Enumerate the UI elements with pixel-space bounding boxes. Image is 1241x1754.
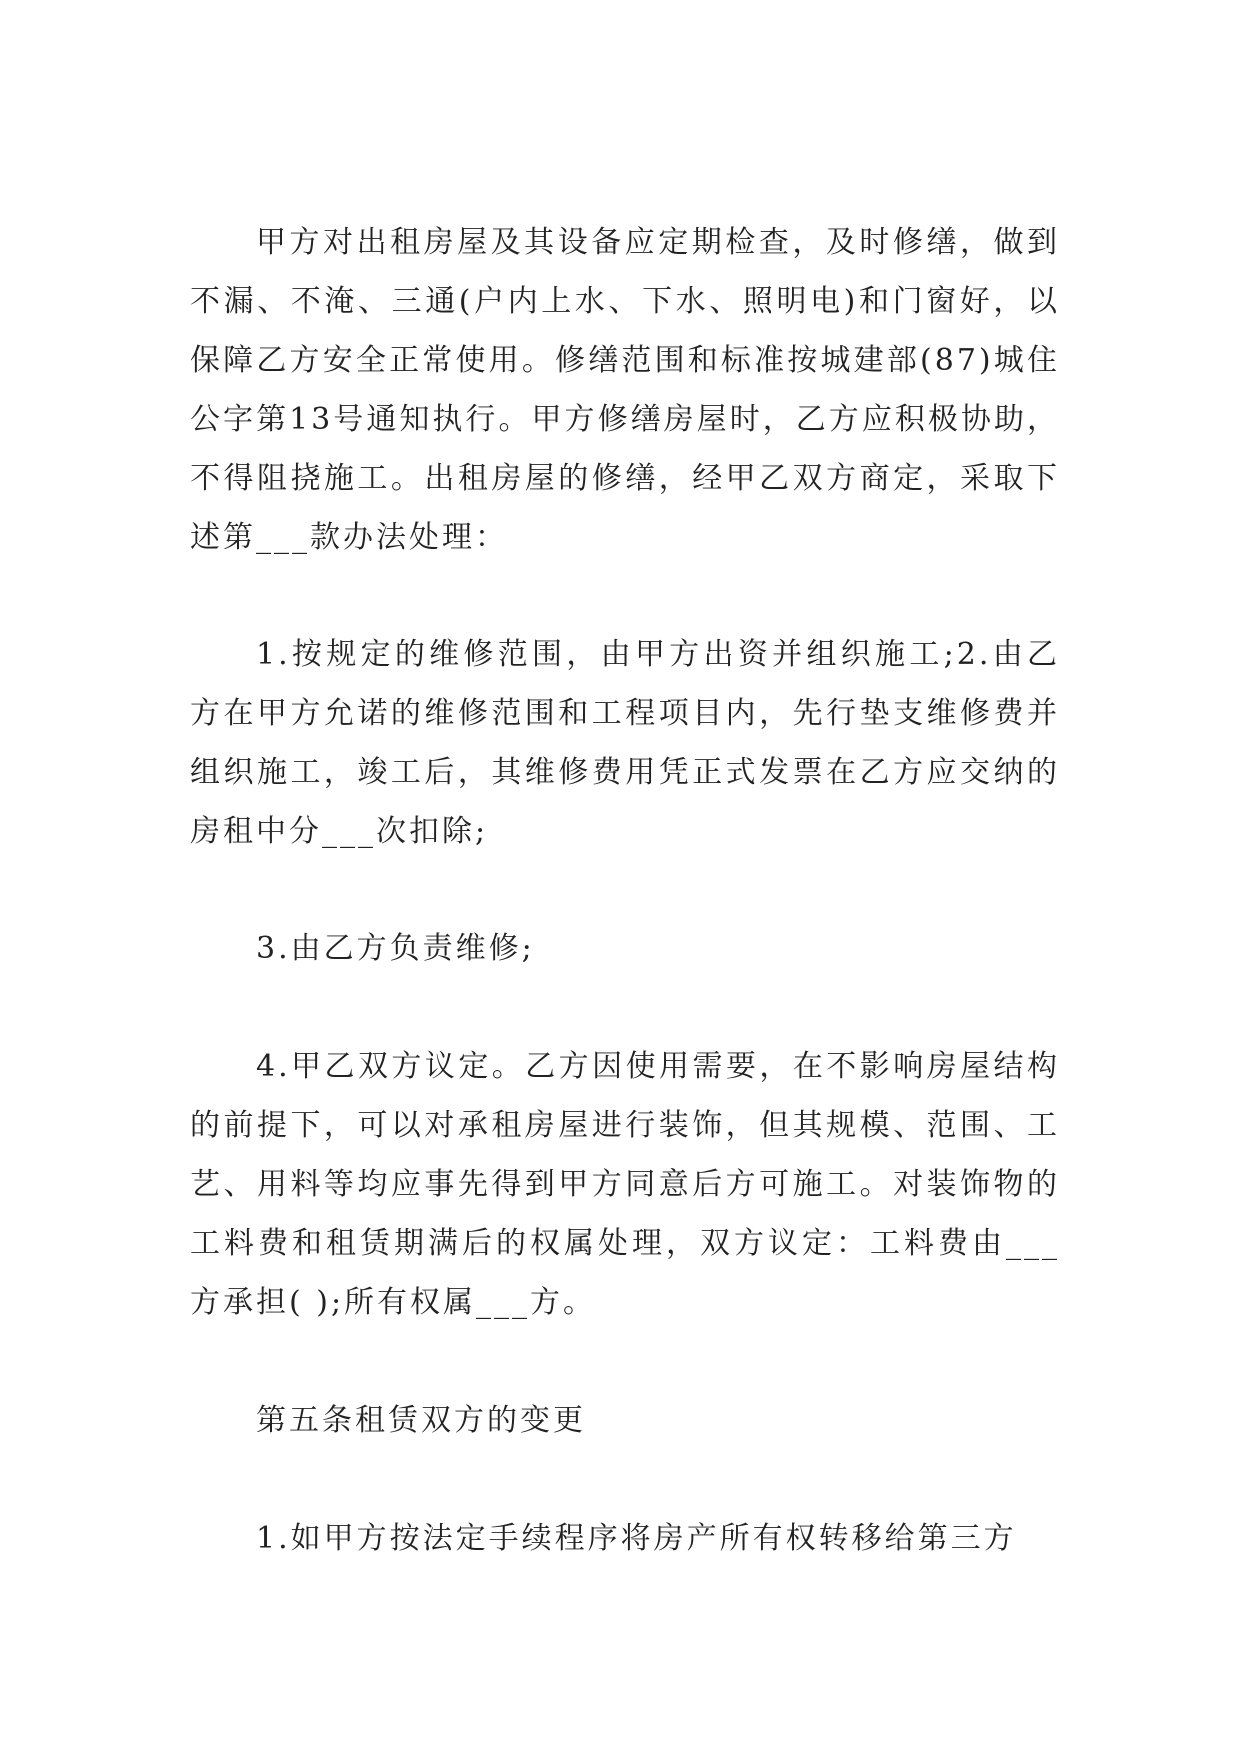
paragraph-repair-option-3: 3.由乙方负责维修;: [256, 931, 535, 966]
section-heading-article-5: 第五条租赁双方的变更: [256, 1403, 586, 1438]
paragraph-repair-obligations: 甲方对出租房屋及其设备应定期检查，及时修缮，做到不漏、不淹、三通(户内上水、下水、照明电)和门窗好，以保障乙方安全正常使用。修缮范围和标准按城建部(87)城住公字第13号通知执行。甲方修缮房屋时，乙方应积极协助，不得阻挠施工。出租房屋的修缮，经甲乙双方商定，采取下述第___款办法处理：: [190, 225, 1060, 555]
paragraph-repair-option-1-2: 1.按规定的维修范围，由甲方出资并组织施工;2.由乙方在甲方允诺的维修范围和工程项目内，先行垫支维修费并组织施工，竣工后，其维修费用凭正式发票在乙方应交纳的房租中分___次扣除;: [190, 637, 1060, 849]
paragraph-article-5-item-1: 1.如甲方按法定手续程序将房产所有权转移给第三方: [256, 1521, 1017, 1556]
paragraph-repair-option-4: 4.甲乙双方议定。乙方因使用需要，在不影响房屋结构的前提下，可以对承租房屋进行装饰，但其规模、范围、工艺、用料等均应事先得到甲方同意后方可施工。对装饰物的工料费和租赁期满后的权属处理，双方议定：工料费由___方承担( );所有权属___方。: [190, 1049, 1060, 1320]
